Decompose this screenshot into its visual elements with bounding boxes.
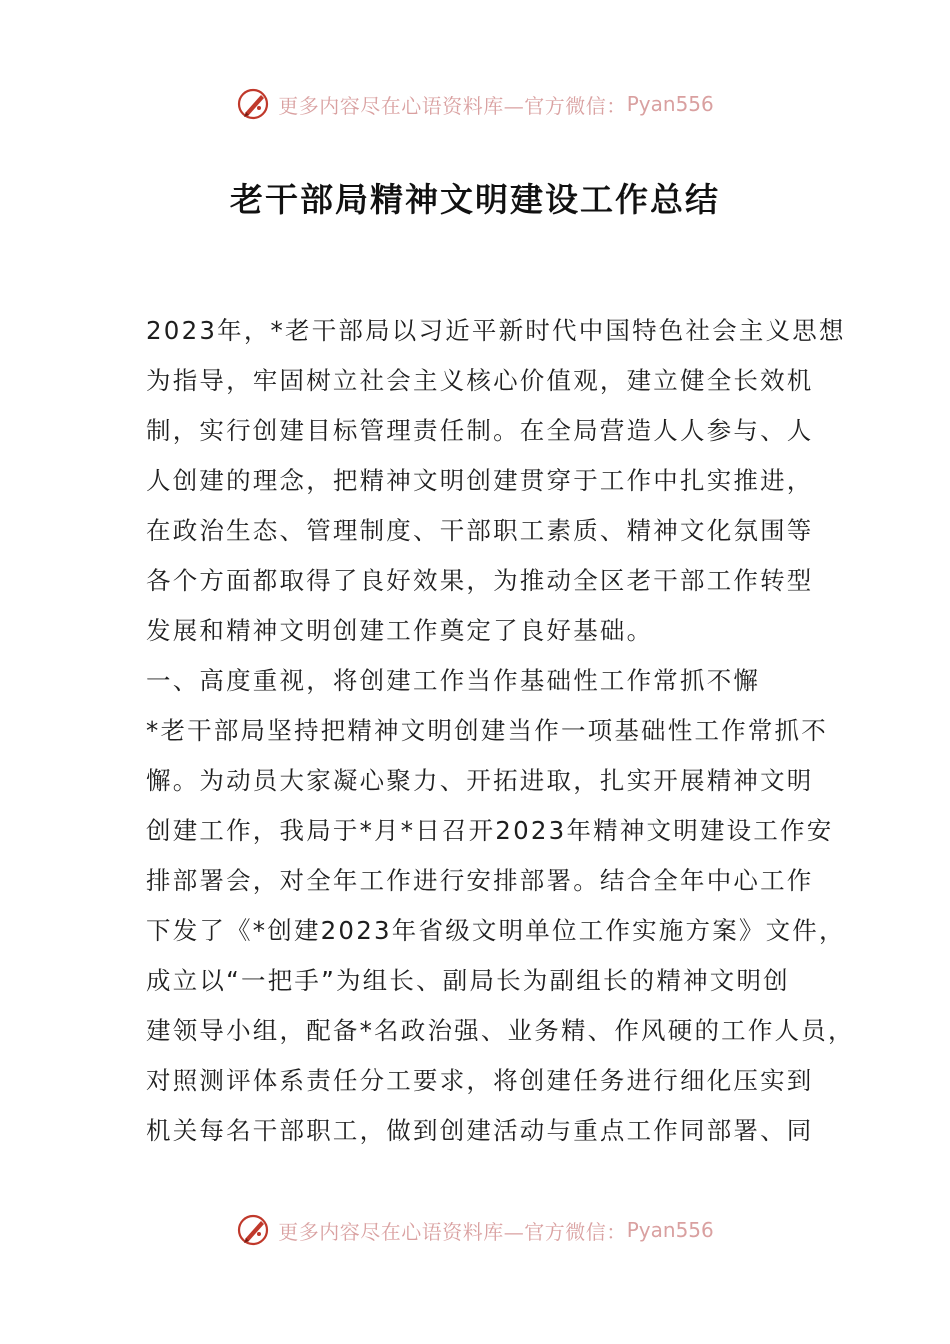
body-line: 成立以“一把手”为组长、副局长为副组长的精神文明创: [146, 966, 790, 995]
body-line: 创建工作，我局于*月*日召开2023年精神文明建设工作安: [146, 816, 834, 845]
body-line: 发展和精神文明创建工作奠定了良好基础。: [146, 616, 654, 645]
body-line: *老干部局坚持把精神文明创建当作一项基础性工作常抓不: [146, 716, 828, 745]
body-line: 懈。为动员大家凝心聚力、开拓进取，扎实开展精神文明: [146, 766, 814, 795]
body-line: 各个方面都取得了良好效果，为推动全区老干部工作转型: [146, 566, 814, 595]
body-line: 建领导小组，配备*名政治强、业务精、作风硬的工作人员，: [146, 1016, 855, 1045]
body-line: 人创建的理念，把精神文明创建贯穿于工作中扎实推进，: [146, 466, 814, 495]
body-line: 排部署会，对全年工作进行安排部署。结合全年中心工作: [146, 866, 814, 895]
document-body: [146, 306, 855, 1156]
body-line: 对照测评体系责任分工要求，将创建任务进行细化压实到: [146, 1066, 814, 1095]
document-title: 老干部局精神文明建设工作总结: [230, 180, 720, 219]
body-line: 2023年，*老干部局以习近平新时代中国特色社会主义思想: [146, 316, 846, 345]
pen-logo-icon: [236, 1212, 272, 1248]
body-line: 在政治生态、管理制度、干部职工素质、精神文化氛围等: [146, 516, 814, 545]
body-line: 为指导，牢固树立社会主义核心价值观，建立健全长效机: [146, 366, 814, 395]
footer-banner: [0, 1208, 950, 1252]
pen-logo-icon: [236, 86, 272, 122]
header-banner-text: 更多内容尽在心语资料库—官方微信：: [278, 93, 627, 118]
section-heading: 一、高度重视，将创建工作当作基础性工作常抓不懈: [146, 666, 761, 695]
footer-banner-text: 更多内容尽在心语资料库—官方微信：: [278, 1219, 627, 1244]
header-banner: [0, 82, 950, 126]
body-line: 下发了《*创建2023年省级文明单位工作实施方案》文件，: [146, 916, 846, 945]
footer-banner-wechat: Pyan556: [626, 1218, 714, 1242]
body-line: 制，实行创建目标管理责任制。在全局营造人人参与、人: [146, 416, 814, 445]
body-line: 机关每名干部职工，做到创建活动与重点工作同部署、同: [146, 1116, 814, 1145]
header-banner-wechat: Pyan556: [626, 92, 714, 116]
